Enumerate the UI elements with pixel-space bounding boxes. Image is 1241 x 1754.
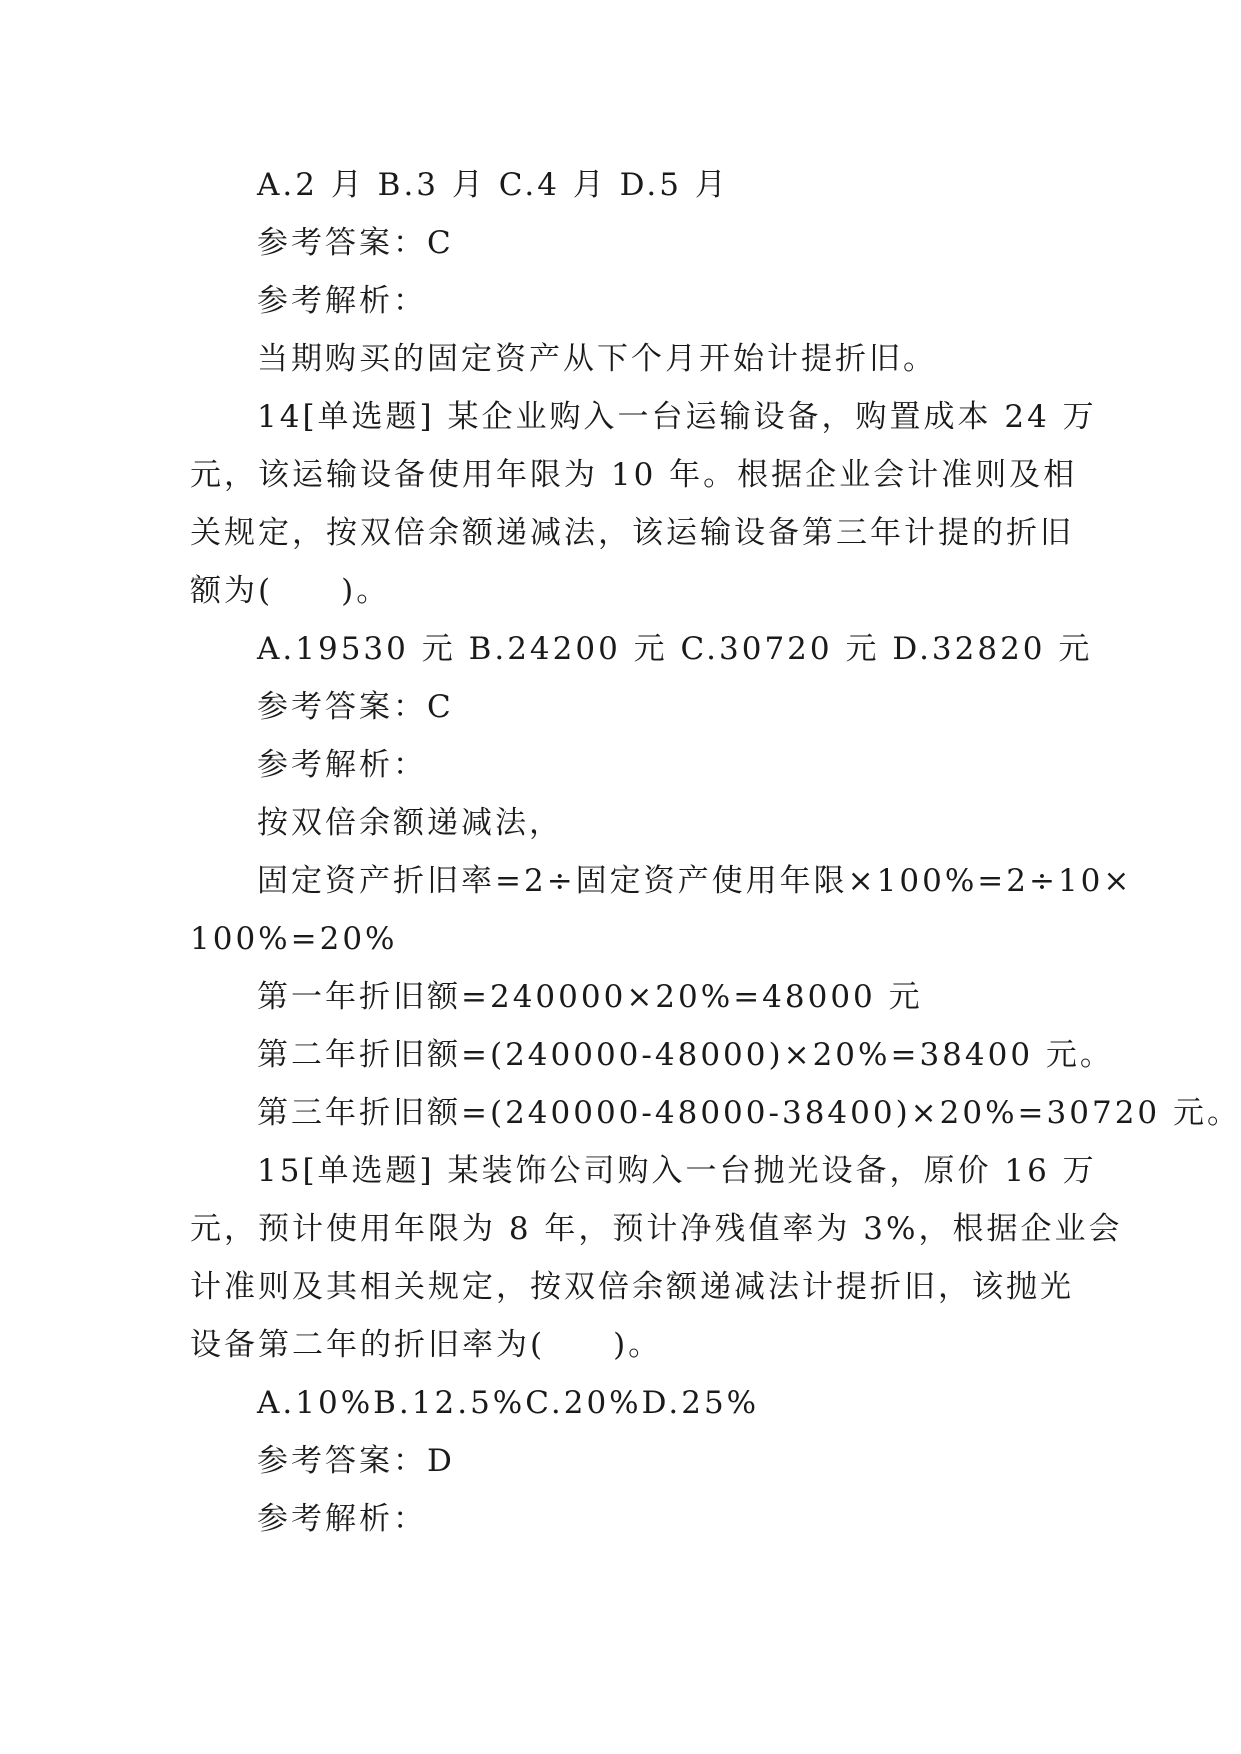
q15-options: A.10%B.12.5%C.20%D.25% <box>257 1385 760 1421</box>
q13-analysis-text: 当期购买的固定资产从下个月开始计提折旧。 <box>257 341 937 377</box>
q13-options: A.2 月 B.3 月 C.4 月 D.5 月 <box>257 167 729 203</box>
q14-stem-line-3: 关规定，按双倍余额递减法，该运输设备第三年计提的折旧 <box>190 515 1074 551</box>
q14-stem-line-4: 额为( )。 <box>190 573 391 609</box>
q15-stem-line-4: 设备第二年的折旧率为( )。 <box>190 1327 663 1363</box>
q14-answer: 参考答案：C <box>257 689 454 725</box>
q15-answer: 参考答案：D <box>257 1443 455 1479</box>
q13-analysis-label: 参考解析： <box>257 283 427 319</box>
q15-stem-line-3: 计准则及其相关规定，按双倍余额递减法计提折旧，该抛光 <box>190 1269 1074 1305</box>
q15-stem-line-1: 15[单选题] 某装饰公司购入一台抛光设备，原价 16 万 <box>257 1153 1097 1189</box>
q14-year-3-calc: 第三年折旧额=(240000-48000-38400)×20%=30720 元。 <box>257 1095 1241 1131</box>
q14-stem-line-2: 元，该运输设备使用年限为 10 年。根据企业会计准则及相 <box>190 457 1078 493</box>
q14-stem-line-1: 14[单选题] 某企业购入一台运输设备，购置成本 24 万 <box>257 399 1097 435</box>
q14-rate-formula-line-1: 固定资产折旧率=2÷固定资产使用年限×100%=2÷10× <box>257 863 1133 899</box>
q15-stem-line-2: 元，预计使用年限为 8 年，预计净残值率为 3%，根据企业会 <box>190 1211 1123 1247</box>
q14-year-1-calc: 第一年折旧额=240000×20%=48000 元 <box>257 979 923 1015</box>
q15-analysis-label: 参考解析： <box>257 1501 427 1537</box>
q13-answer: 参考答案：C <box>257 225 454 261</box>
q14-options: A.19530 元 B.24200 元 C.30720 元 D.32820 元 <box>257 631 1093 667</box>
q14-analysis-method: 按双倍余额递减法， <box>257 805 563 841</box>
q14-year-2-calc: 第二年折旧额=(240000-48000)×20%=38400 元。 <box>257 1037 1114 1073</box>
q14-analysis-label: 参考解析： <box>257 747 427 783</box>
q14-rate-formula-line-2: 100%=20% <box>190 921 398 957</box>
